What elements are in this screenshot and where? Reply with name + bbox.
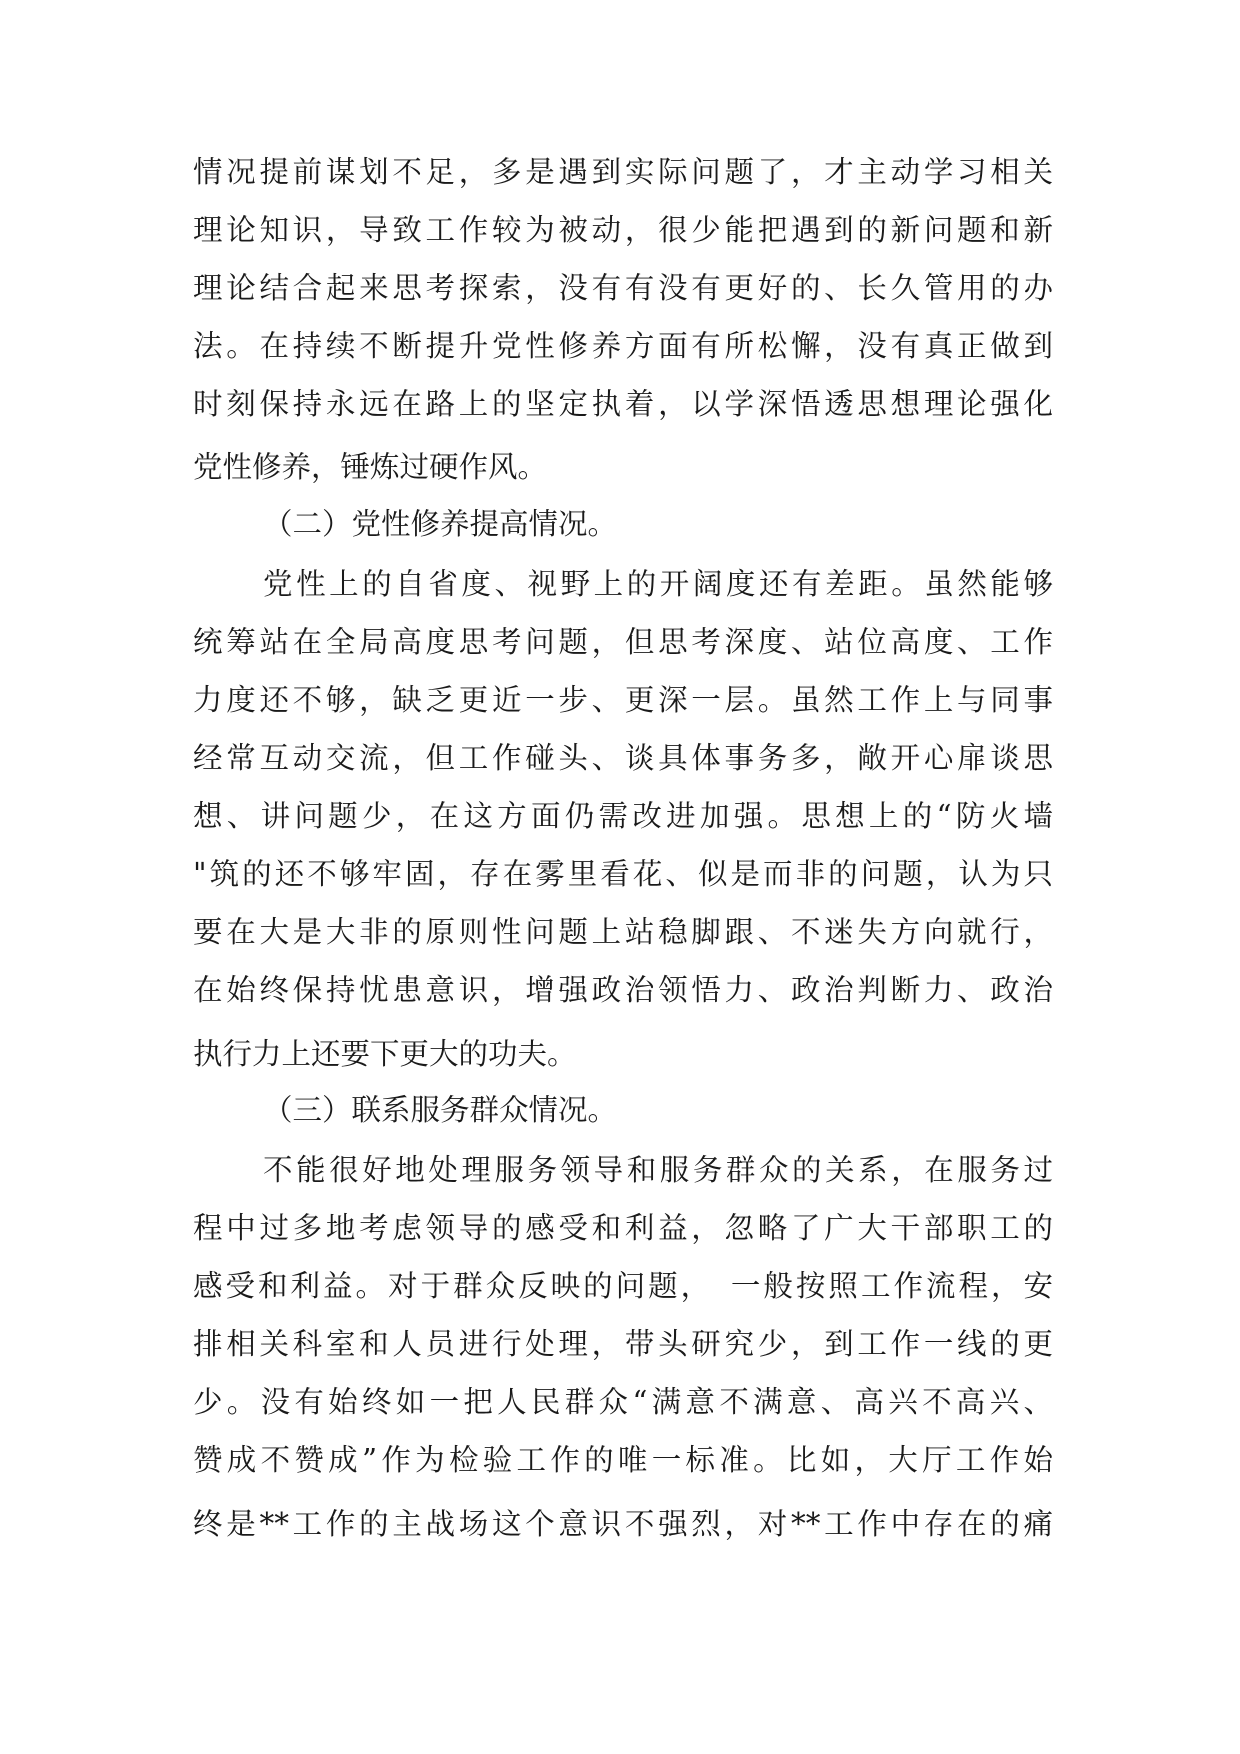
paragraph-line: 想、讲问题少，在这方面仍需改进加强。思想上的“防火墙 <box>193 799 1053 833</box>
paragraph-line: 经常互动交流，但工作碰头、谈具体事务多，敞开心扉谈思 <box>193 741 1053 775</box>
section-heading: （三）联系服务群众情况。 <box>263 1093 618 1127</box>
paragraph-line: 党性修养，锤炼过硬作风。 <box>193 450 548 484</box>
paragraph-line: 执行力上还要下更大的功夫。 <box>193 1037 577 1071</box>
paragraph-line: 情况提前谋划不足，多是遇到实际问题了，才主动学习相关 <box>193 155 1053 189</box>
paragraph-line: 党性上的自省度、视野上的开阔度还有差距。虽然能够 <box>263 567 1053 601</box>
paragraph-line: 理论知识，导致工作较为被动，很少能把遇到的新问题和新 <box>193 213 1053 247</box>
paragraph-line: 感受和利益。对于群众反映的问题， 一般按照工作流程，安 <box>193 1269 1053 1303</box>
paragraph-line: 少。没有始终如一把人民群众“满意不满意、高兴不高兴、 <box>193 1385 1053 1419</box>
paragraph-line: 在始终保持忧患意识，增强政治领悟力、政治判断力、政治 <box>193 973 1053 1007</box>
paragraph-line: 终是**工作的主战场这个意识不强烈，对**工作中存在的痛 <box>193 1507 1053 1541</box>
paragraph-line: 统筹站在全局高度思考问题，但思考深度、站位高度、工作 <box>193 625 1053 659</box>
paragraph-line: 赞成不赞成”作为检验工作的唯一标准。比如，大厅工作始 <box>193 1443 1053 1477</box>
paragraph-line: 时刻保持永远在路上的坚定执着，以学深悟透思想理论强化 <box>193 387 1053 421</box>
paragraph-line: 要在大是大非的原则性问题上站稳脚跟、不迷失方向就行， <box>193 915 1053 949</box>
paragraph-line: 程中过多地考虑领导的感受和利益，忽略了广大干部职工的 <box>193 1211 1053 1245</box>
paragraph-line: 力度还不够，缺乏更近一步、更深一层。虽然工作上与同事 <box>193 683 1053 717</box>
paragraph-line: 法。在持续不断提升党性修养方面有所松懈，没有真正做到 <box>193 329 1053 363</box>
paragraph-line: 排相关科室和人员进行处理，带头研究少，到工作一线的更 <box>193 1327 1053 1361</box>
paragraph-line: 理论结合起来思考探索，没有有没有更好的、长久管用的办 <box>193 271 1053 305</box>
paragraph-line: 不能很好地处理服务领导和服务群众的关系，在服务过 <box>263 1153 1053 1187</box>
paragraph-line: "筑的还不够牢固，存在雾里看花、似是而非的问题，认为只 <box>193 857 1053 891</box>
section-heading: （二）党性修养提高情况。 <box>263 507 618 541</box>
